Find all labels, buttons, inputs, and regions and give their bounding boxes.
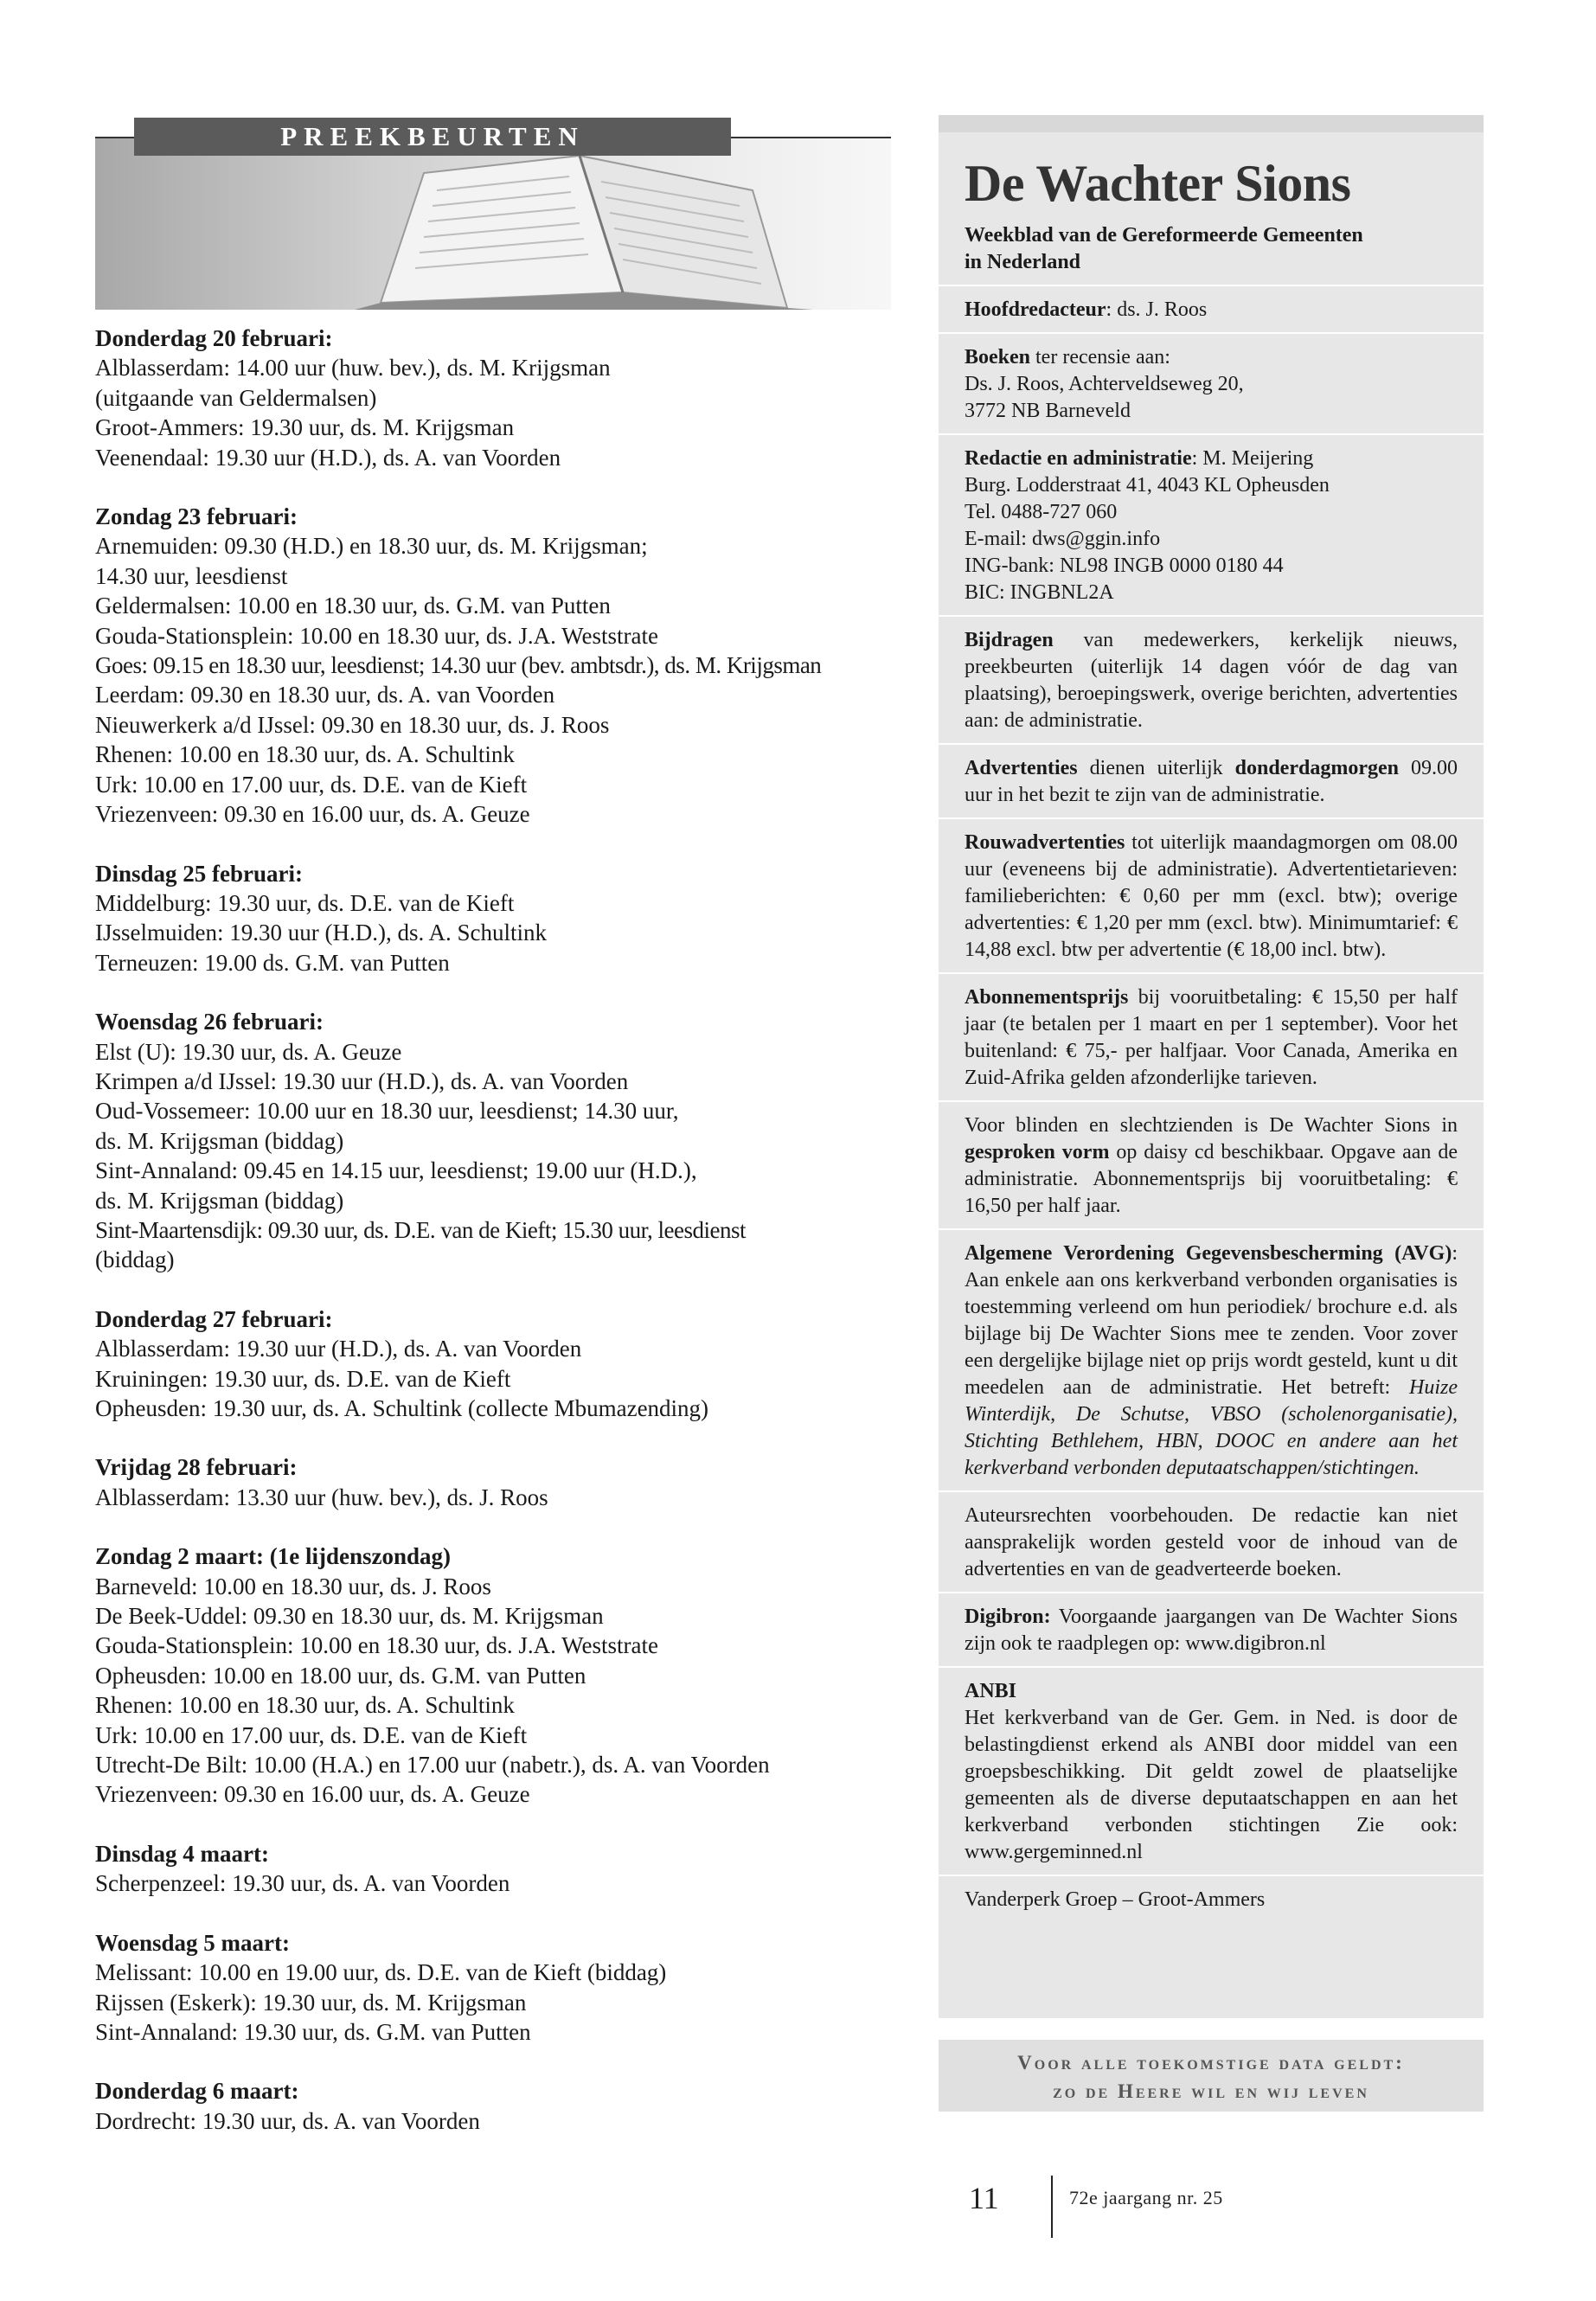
colophon-panel [939, 115, 1484, 2018]
day-title: Woensdag 5 maart: [95, 1929, 290, 1956]
service-line: Oud-Vossemeer: 10.00 uur en 18.30 uur, leesdienst; 14.30 uur, [95, 1098, 679, 1125]
service-line: Alblasserdam: 19.30 uur (H.D.), ds. A. van Voorden [95, 1336, 582, 1362]
divider [939, 285, 1484, 286]
service-line: Rhenen: 10.00 en 18.30 uur, ds. A. Schultink [95, 741, 515, 768]
service-line: Veenendaal: 19.30 uur (H.D.), ds. A. van Voorden [95, 444, 561, 471]
service-line: ds. M. Krijgsman (biddag) [95, 1187, 344, 1214]
boeken-block: Boeken ter recensie aan: Ds. J. Roos, Achterveldseweg 20, 3772 NB Barneveld [965, 346, 1244, 422]
abonnement-block: Abonnementsprijs bij vooruitbetaling: € 15,50 per half jaar (te betalen per 1 maart en per 1 september). Voor het buitenland: € 75,- per halfjaar. Voor Canada, Amerika en Zuid-Afrika gelden afzonderlijke tarieven. [965, 986, 1458, 1089]
service-line: (uitgaande van Geldermalsen) [95, 384, 377, 411]
section-title: PREEKBEURTEN [134, 118, 731, 156]
day-title: Dinsdag 4 maart: [95, 1840, 269, 1867]
schedule-day [95, 1541, 891, 1810]
service-line: Urk: 10.00 en 17.00 uur, ds. D.E. van de Kieft [95, 1721, 528, 1748]
digibron-block: Digibron: Voorgaande jaargangen van De Wachter Sions zijn ook te raadplegen op: www.digibron.nl [965, 1606, 1458, 1655]
divider [939, 1592, 1484, 1593]
service-line: Opheusden: 10.00 en 18.00 uur, ds. G.M. van Putten [95, 1662, 586, 1689]
anbi-block: ANBI Het kerkverband van de Ger. Gem. in Ned. is door de belastingdienst erkend als ANBI door middel van een groepsbeschikking. Dit geldt zowel de plaatselijke gemeenten als de diverse deputaatschappen en aan het kerkverband verbonden stichtingen Zie ook: www.gergeminned.nl [965, 1680, 1458, 1863]
auteursrechten-block: Auteursrechten voorbehouden. De redactie kan niet aansprakelijk worden gesteld voor de inhoud van de advertenties en van de geadverteerde boeken. [965, 1504, 1458, 1580]
magazine-title: De Wachter Sions [965, 155, 1351, 212]
printer-line: Vanderperk Groep – Groot-Ammers [965, 1888, 1266, 1911]
divider [939, 743, 1484, 745]
rouwadvertenties-block: Rouwadvertenties tot uiterlijk maandagmorgen om 08.00 uur (eveneens bij de administratie). Advertentietarieven: familieberichten: € 0,60 per mm (excl. btw); overige advertenties: € 1,20 per mm (excl. btw). Minimumtarief: € 14,88 excl. btw per advertentie (€ 18,00 incl. btw). [965, 831, 1458, 961]
day-title: Donderdag 20 februari: [95, 325, 333, 351]
footer-divider [1051, 2176, 1053, 2238]
service-line: Alblasserdam: 13.30 uur (huw. bev.), ds. J. Roos [95, 1484, 548, 1510]
divider [939, 332, 1484, 334]
schedule-day [95, 1007, 891, 1275]
service-line: Gouda-Stationsplein: 10.00 en 18.30 uur, ds. J.A. Weststrate [95, 622, 658, 649]
day-title: Zondag 2 maart: (1e lijdenszondag) [95, 1543, 451, 1570]
divider [939, 972, 1484, 974]
day-title: Donderdag 6 maart: [95, 2078, 299, 2105]
page-number: 11 [969, 2181, 999, 2215]
service-line: Leerdam: 09.30 en 18.30 uur, ds. A. van Voorden [95, 682, 555, 708]
divider [939, 1228, 1484, 1230]
avg-block: Algemene Verordening Gegevensbescherming (AVG): Aan enkele aan ons kerkverband verbonden organisaties is toestemming verleend om hun periodiek/ brochure e.d. als bijlage bij De Wachter Sions mee te zenden. Voor zover een dergelijke bijlage niet op prijs wordt gesteld, kunt u dit meedelen aan de administratie. Het betreft: Huize Winterdijk, De Schutse, VBSO (scholenorganisatie), Stichting Bethlehem, HBN, DOOC en andere aan het kerkverband verbonden deputaatschappen/stichtingen. [965, 1242, 1458, 1479]
day-title: Donderdag 27 februari: [95, 1305, 333, 1332]
service-line: Rijssen (Eskerk): 19.30 uur, ds. M. Krijgsman [95, 1989, 527, 2016]
service-schedule [95, 324, 891, 2136]
service-line: Gouda-Stationsplein: 10.00 en 18.30 uur, ds. J.A. Weststrate [95, 1632, 658, 1659]
service-line: Alblasserdam: 14.00 uur (huw. bev.), ds. M. Krijgsman [95, 355, 611, 381]
service-line: 14.30 uur, leesdienst [95, 562, 288, 589]
service-line: Vriezenveen: 09.30 en 16.00 uur, ds. A. Geuze [95, 801, 530, 828]
service-line: ds. M. Krijgsman (biddag) [95, 1127, 344, 1154]
service-line: Scherpenzeel: 19.30 uur, ds. A. van Voorden [95, 1870, 510, 1897]
service-line: (biddag) [95, 1247, 175, 1273]
service-line: Dordrecht: 19.30 uur, ds. A. van Voorden [95, 2107, 480, 2134]
service-line: Groot-Ammers: 19.30 uur, ds. M. Krijgsman [95, 414, 515, 441]
blinden-block: Voor blinden en slechtzienden is De Wachter Sions in gesproken vorm op daisy cd beschikbaar. Opgave aan de administratie. Abonnementsprijs bij vooruitbetaling: € 16,50 per half jaar. [965, 1114, 1458, 1217]
day-title: Dinsdag 25 februari: [95, 860, 304, 887]
service-line: Vriezenveen: 09.30 en 16.00 uur, ds. A. Geuze [95, 1781, 530, 1808]
service-line: IJsselmuiden: 19.30 uur (H.D.), ds. A. Schultink [95, 920, 547, 946]
service-line: Urk: 10.00 en 17.00 uur, ds. D.E. van de Kieft [95, 771, 528, 798]
magazine-subtitle: Weekblad van de Gereformeerde Gemeenten in Nederland [965, 224, 1363, 273]
service-line: Terneuzen: 19.00 ds. G.M. van Putten [95, 949, 450, 976]
divider [939, 1490, 1484, 1492]
service-line: Middelburg: 19.30 uur, ds. D.E. van de Kieft [95, 889, 515, 916]
service-line: Nieuwerkerk a/d IJssel: 09.30 en 18.30 uur, ds. J. Roos [95, 711, 610, 738]
day-title: Vrijdag 28 februari: [95, 1454, 298, 1481]
issue-label: 72e jaargang nr. 25 [1069, 2187, 1223, 2208]
schedule-day [95, 2076, 891, 2136]
schedule-day [95, 1452, 891, 1512]
service-line: Arnemuiden: 09.30 (H.D.) en 18.30 uur, ds. M. Krijgsman; [95, 533, 648, 560]
day-title: Woensdag 26 februari: [95, 1009, 324, 1035]
schedule-day [95, 1304, 891, 1424]
preekbeurten-banner [95, 112, 891, 311]
divider [939, 433, 1484, 435]
divider [939, 1875, 1484, 1876]
schedule-day [95, 1928, 891, 2048]
email-link[interactable]: E-mail: dws@ggin.info [965, 528, 1161, 550]
divider [939, 817, 1484, 819]
service-line: Kruiningen: 19.30 uur, ds. D.E. van de Kieft [95, 1365, 511, 1392]
schedule-day [95, 324, 891, 472]
service-line: Goes: 09.15 en 18.30 uur, leesdienst; 14.30 uur (bev. ambtsdr.), ds. M. Krijgsman [95, 652, 822, 679]
schedule-day [95, 1839, 891, 1899]
service-line: Opheusden: 19.30 uur, ds. A. Schultink (collecte Mbumazending) [95, 1395, 709, 1421]
hoofdredacteur-block: Hoofdredacteur: ds. J. Roos [965, 298, 1208, 321]
service-line: Elst (U): 19.30 uur, ds. A. Geuze [95, 1038, 402, 1065]
service-line: Barneveld: 10.00 en 18.30 uur, ds. J. Roos [95, 1573, 491, 1599]
service-line: Utrecht-De Bilt: 10.00 (H.A.) en 17.00 uur (nabetr.), ds. A. van Voorden [95, 1752, 770, 1779]
advertenties-block: Advertenties dienen uiterlijk donderdagmorgen 09.00 uur in het bezit te zijn van de administratie. [965, 757, 1458, 806]
service-line: Rhenen: 10.00 en 18.30 uur, ds. A. Schultink [95, 1692, 515, 1719]
service-line: Geldermalsen: 10.00 en 18.30 uur, ds. G.M. van Putten [95, 593, 611, 619]
service-line: De Beek-Uddel: 09.30 en 18.30 uur, ds. M. Krijgsman [95, 1603, 604, 1630]
divider [939, 1100, 1484, 1102]
schedule-day [95, 859, 891, 978]
day-title: Zondag 23 februari: [95, 503, 298, 530]
service-line: Sint-Maartensdijk: 09.30 uur, ds. D.E. van de Kieft; 15.30 uur, leesdienst [95, 1216, 746, 1243]
preekbeurten-column [95, 112, 891, 2165]
divider [939, 615, 1484, 617]
service-line: Sint-Annaland: 19.30 uur, ds. G.M. van Putten [95, 2018, 531, 2045]
service-line: Sint-Annaland: 09.45 en 14.15 uur, leesdienst; 19.00 uur (H.D.), [95, 1157, 697, 1184]
redactie-block: Redactie en administratie: M. Meijering Burg. Lodderstraat 41, 4043 KL Opheusden Tel. 0488-727 060 E-mail: dws@ggin.info ING-bank: NL98 INGB 0000 0180 44 BIC: INGBNL2A [965, 445, 1458, 606]
open-bible-image [95, 138, 891, 310]
motto-box: Voor alle toekomstige data geldt: zo de Heere wil en wij leven [939, 2035, 1484, 2112]
divider [939, 1666, 1484, 1668]
service-line: Melissant: 10.00 en 19.00 uur, ds. D.E. van de Kieft (biddag) [95, 1959, 667, 1986]
schedule-day [95, 502, 891, 829]
bijdragen-block: Bijdragen van medewerkers, kerkelijk nieuws, preekbeurten (uiterlijk 14 dagen vóór de dag van plaatsing), beroepingswerk, overige berichten, advertenties aan: de administratie. [965, 629, 1458, 732]
service-line: Krimpen a/d IJssel: 19.30 uur (H.D.), ds. A. van Voorden [95, 1067, 629, 1094]
